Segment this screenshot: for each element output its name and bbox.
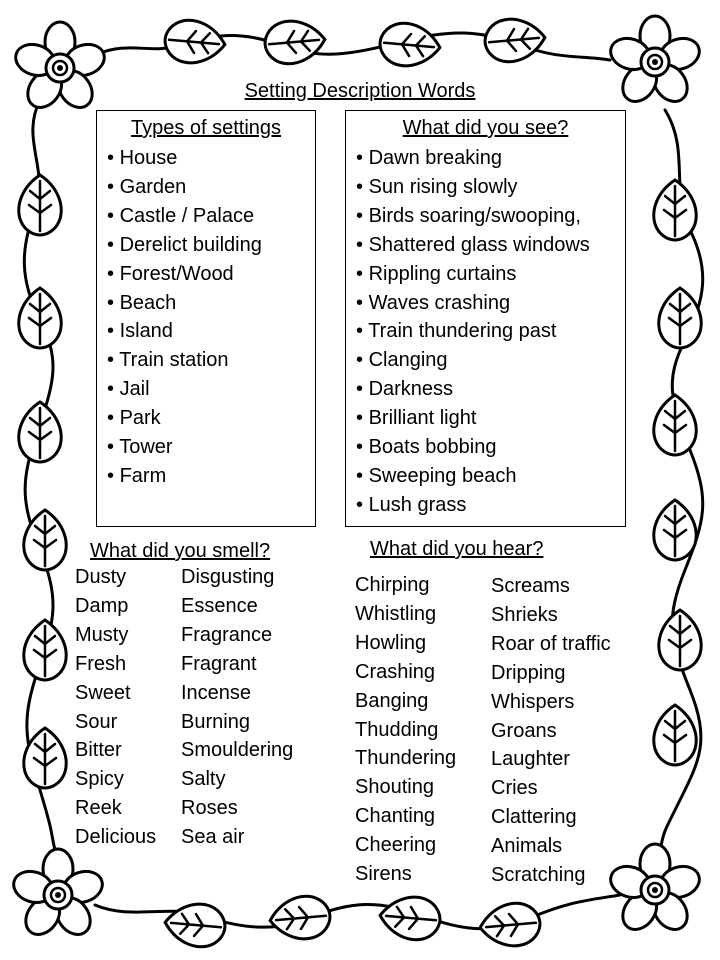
hear-list-1 <box>355 571 456 889</box>
list-item: • Brilliant light <box>356 404 619 433</box>
list-item: • Waves crashing <box>356 289 619 318</box>
smell-list-1 <box>75 563 156 852</box>
list-item: Bitter <box>75 739 122 762</box>
settings-list <box>97 144 315 491</box>
list-item: Sirens <box>355 863 412 886</box>
hear-heading: What did you hear? <box>370 538 544 560</box>
list-item: • Farm <box>107 462 309 491</box>
list-item: Groans <box>491 719 557 742</box>
list-item: Fragrance <box>181 623 273 646</box>
list-item: • Derelict building <box>107 231 309 260</box>
list-item: Musty <box>75 623 129 646</box>
list-item: Fragrant <box>181 652 257 675</box>
list-item: • Lush grass <box>356 491 619 520</box>
list-item: • Island <box>107 317 309 346</box>
smell-heading: What did you smell? <box>90 540 271 562</box>
list-item: Thundering <box>355 747 457 770</box>
list-item: • Train thundering past <box>356 317 619 346</box>
list-item: Thudding <box>355 718 439 741</box>
list-item: Sweet <box>75 681 131 704</box>
list-item: Chirping <box>355 574 430 596</box>
list-item: • Beach <box>107 289 309 318</box>
list-item: Roses <box>181 797 238 820</box>
list-item: Howling <box>355 631 427 654</box>
settings-heading: Types of settings <box>130 117 282 139</box>
see-list <box>346 144 625 520</box>
list-item: Salty <box>181 768 226 791</box>
list-item: Clattering <box>491 806 577 829</box>
list-item: • Rippling curtains <box>356 260 619 289</box>
settings-box <box>96 110 316 527</box>
list-item: • Darkness <box>356 375 619 404</box>
list-item: • Jail <box>107 375 309 404</box>
list-item: • Garden <box>107 173 309 202</box>
list-item: • Birds soaring/swooping, <box>356 202 619 231</box>
list-item: Cheering <box>355 834 437 857</box>
smell-list-2 <box>181 563 293 852</box>
list-item: Screams <box>491 575 570 597</box>
list-item: Banging <box>355 689 429 712</box>
see-heading: What did you see? <box>402 117 569 139</box>
list-item: Incense <box>181 681 252 704</box>
list-item: Chanting <box>355 805 436 828</box>
list-item: Sour <box>75 710 118 733</box>
see-box <box>345 110 626 527</box>
list-item: • Forest/Wood <box>107 260 309 289</box>
list-item: Reek <box>75 797 122 820</box>
list-item: • Sweeping beach <box>356 462 619 491</box>
list-item: • Train station <box>107 346 309 375</box>
list-item: Animals <box>491 835 563 858</box>
list-item: Crashing <box>355 660 436 683</box>
list-item: Burning <box>181 710 250 733</box>
list-item: Laughter <box>491 748 570 771</box>
list-item: • Castle / Palace <box>107 202 309 231</box>
list-item: Sea air <box>181 826 245 849</box>
list-item: • House <box>107 144 309 173</box>
list-item: Shrieks <box>491 603 558 626</box>
list-item: Fresh <box>75 652 127 675</box>
list-item: Whispers <box>491 690 575 713</box>
list-item: Whistling <box>355 602 437 625</box>
list-item: • Boats bobbing <box>356 433 619 462</box>
list-item: Roar of traffic <box>491 632 611 655</box>
list-item: Dripping <box>491 661 566 684</box>
list-item: Scratching <box>491 864 586 887</box>
list-item: • Park <box>107 404 309 433</box>
list-item: • Clanging <box>356 346 619 375</box>
list-item: Shouting <box>355 776 434 799</box>
list-item: Cries <box>491 777 538 800</box>
list-item: • Tower <box>107 433 309 462</box>
list-item: • Sun rising slowly <box>356 173 619 202</box>
page-title: Setting Description Words <box>244 80 476 102</box>
list-item: • Dawn breaking <box>356 144 619 173</box>
list-item: Essence <box>181 594 258 617</box>
list-item: • Shattered glass windows <box>356 231 619 260</box>
hear-list-2 <box>491 572 611 890</box>
list-item: Delicious <box>75 826 157 849</box>
list-item: Damp <box>75 594 129 617</box>
list-item: Dusty <box>75 566 127 588</box>
list-item: Disgusting <box>181 566 275 588</box>
list-item: Smouldering <box>181 739 294 762</box>
list-item: Spicy <box>75 768 124 791</box>
